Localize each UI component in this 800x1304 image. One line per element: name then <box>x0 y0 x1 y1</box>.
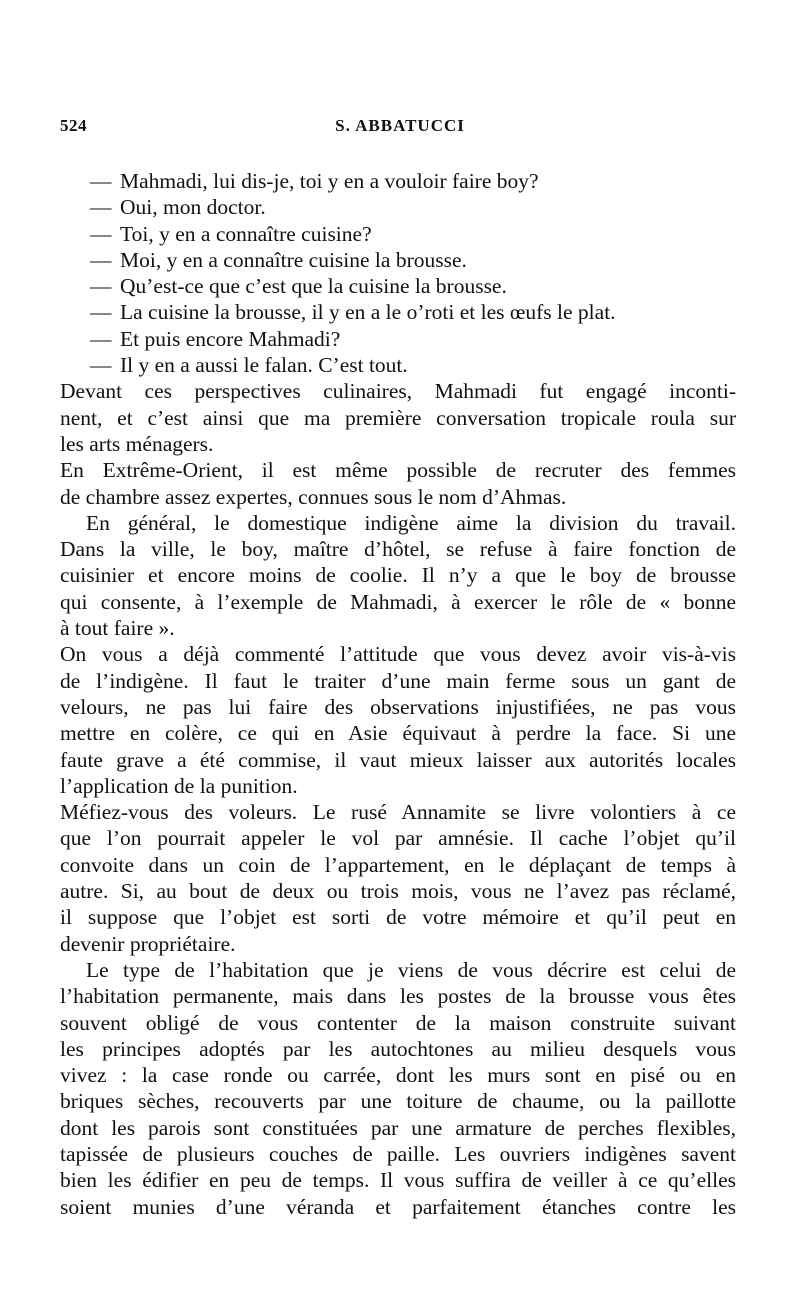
paragraph-line: cuisinier et encore moins de coolie. Il n’y a que le boy de brousse <box>60 563 736 588</box>
paragraph-line: En Extrême-Orient, il est même possible de recruter des femmes <box>60 458 736 483</box>
em-dash: — <box>90 274 112 299</box>
body-text <box>60 168 736 1220</box>
running-head <box>60 116 740 146</box>
paragraph-line: Le type de l’habitation que je viens de vous décrire est celui de <box>86 957 736 982</box>
paragraph-line: bien les édifier en peu de temps. Il vous suffira de veiller à ce qu’elles <box>60 1168 736 1193</box>
dialogue-line <box>60 221 736 247</box>
dialogue-line <box>60 352 736 378</box>
dialogue-line <box>60 273 736 299</box>
dialogue-text: Oui, mon doctor. <box>120 195 266 220</box>
paragraph-line: dont les parois sont constituées par une armature de perches flexibles, <box>60 1115 736 1140</box>
page-number: 524 <box>60 116 87 135</box>
dialogue-line <box>60 247 736 273</box>
paragraph-line: soient munies d’une véranda et parfaitement étanches contre les <box>60 1194 736 1219</box>
paragraph-line: velours, ne pas lui faire des observations injustifiées, ne pas vous <box>60 694 736 719</box>
paragraph-line: convoite dans un coin de l’appartement, en le déplaçant de temps à <box>60 852 736 877</box>
em-dash: — <box>90 247 112 272</box>
dialogue-line <box>60 326 736 352</box>
paragraph-line: En général, le domestique indigène aime la division du travail. <box>86 510 736 535</box>
paragraph-line: de chambre assez expertes, connues sous le nom d’Ahmas. <box>60 484 567 509</box>
em-dash: — <box>90 195 112 220</box>
paragraph-line: à tout faire ». <box>60 616 175 641</box>
em-dash: — <box>90 326 112 351</box>
paragraph-line: les principes adoptés par les autochtones au milieu desquels vous <box>60 1036 736 1061</box>
paragraph-line: Devant ces perspectives culinaires, Mahmadi fut engagé inconti- <box>60 379 736 404</box>
dialogue-line <box>60 194 736 220</box>
paragraph-line: briques sèches, recouverts par une toiture de chaume, ou la paillotte <box>60 1089 736 1114</box>
dialogue-text: Il y en a aussi le falan. C’est tout. <box>120 353 408 378</box>
paragraph-line: devenir propriétaire. <box>60 931 236 956</box>
paragraph-line: que l’on pourrait appeler le vol par amnésie. Il cache l’objet qu’il <box>60 826 736 851</box>
paragraph-line: de l’indigène. Il faut le traiter d’une main ferme sous un gant de <box>60 668 736 693</box>
paragraph-line: les arts ménagers. <box>60 431 214 456</box>
dialogue-line <box>60 168 736 194</box>
paragraph-line: qui consente, à l’exemple de Mahmadi, à exercer le rôle de « bonne <box>60 589 736 614</box>
dialogue-text: La cuisine la brousse, il y en a le o’roti et les œufs le plat. <box>120 300 616 325</box>
paragraph-line: autre. Si, au bout de deux ou trois mois, vous ne l’avez pas réclamé, <box>60 879 736 904</box>
running-title: S. ABBATUCCI <box>335 116 465 135</box>
paragraph-line: nent, et c’est ainsi que ma première conversation tropicale roula sur <box>60 405 736 430</box>
paragraph-line: souvent obligé de vous contenter de la maison construite suivant <box>60 1010 736 1035</box>
em-dash: — <box>90 169 112 193</box>
paragraph-line: On vous a déjà commenté l’attitude que vous devez avoir vis-à-vis <box>60 642 736 667</box>
em-dash: — <box>90 353 112 378</box>
em-dash: — <box>90 221 112 246</box>
paragraph-line: l’habitation permanente, mais dans les postes de la brousse vous êtes <box>60 984 736 1009</box>
dialogue-text: Toi, y en a connaître cuisine? <box>120 221 372 246</box>
paragraph-line: faute grave a été commise, il vaut mieux laisser aux autorités locales <box>60 747 736 772</box>
dialogue-text: Mahmadi, lui dis-je, toi y en a vouloir faire boy? <box>120 169 539 193</box>
dialogue-text: Qu’est-ce que c’est que la cuisine la brousse. <box>120 274 507 299</box>
paragraph-line: tapissée de plusieurs couches de paille. Les ouvriers indigènes savent <box>60 1141 736 1166</box>
dialogue-text: Moi, y en a connaître cuisine la brousse. <box>120 247 467 272</box>
paragraph-line: vivez : la case ronde ou carrée, dont les murs sont en pisé ou en <box>60 1063 736 1088</box>
em-dash: — <box>90 300 112 325</box>
paragraph-line: il suppose que l’objet est sorti de votre mémoire et qu’il peut en <box>60 905 736 930</box>
dialogue-text: Et puis encore Mahmadi? <box>120 326 341 351</box>
paragraph-line: mettre en colère, ce qui en Asie équivaut à perdre la face. Si une <box>60 721 736 746</box>
paragraph-line: l’application de la punition. <box>60 773 298 798</box>
dialogue-line <box>60 299 736 325</box>
paragraph-line: Dans la ville, le boy, maître d’hôtel, se refuse à faire fonction de <box>60 537 736 562</box>
paragraph-line: Méfiez-vous des voleurs. Le rusé Annamite se livre volontiers à ce <box>60 800 736 825</box>
